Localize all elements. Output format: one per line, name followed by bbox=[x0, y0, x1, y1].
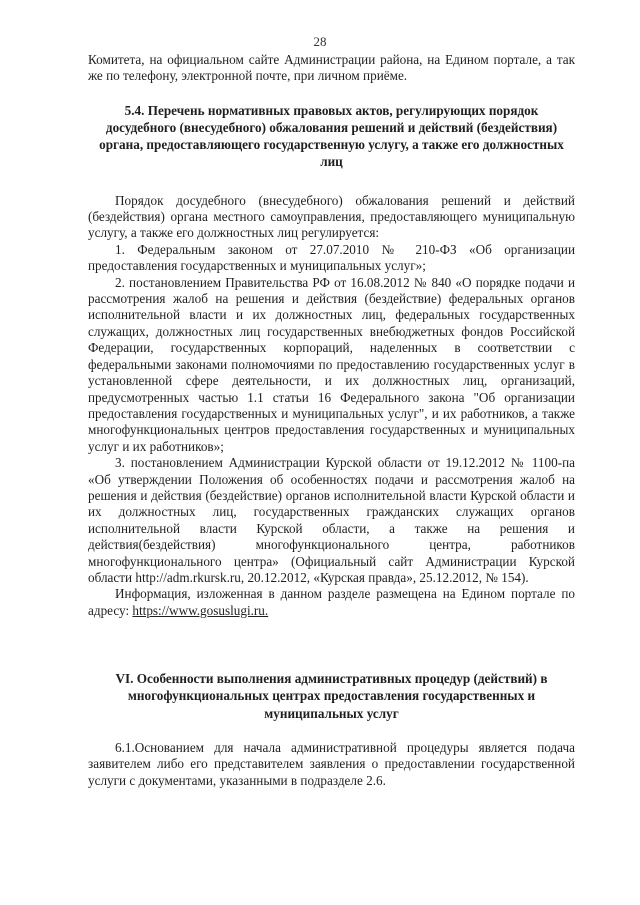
list-item-federal-law: 1. Федеральным законом от 27.07.2010 № 210-ФЗ «Об организации предоставления государственных и муниципальных услуг»; bbox=[88, 241, 575, 274]
section-5-4-lead-paragraph: Порядок досудебного (внесудебного) обжалования решений и действий (бездействия) органа местного самоуправления, предоставляющего муниципальную услугу, а также его должностных лиц регулируется: bbox=[88, 192, 575, 241]
intro-paragraph: Комитета, на официальном сайте Администрации района, на Едином портале, а так же по телефону, электронной почте, при личном приёме. bbox=[88, 52, 575, 84]
gosuslugi-link[interactable]: https://www.gosuslugi.ru. bbox=[132, 602, 269, 618]
page-number: 28 bbox=[313, 34, 327, 49]
info-paragraph bbox=[88, 586, 575, 619]
section-5-4-heading: 5.4. Перечень нормативных правовых актов, регулирующих порядок досудебного (внесудебного) обжалования решений и действий (бездействия) органа, предоставляющего государственную услугу, а также его должностных лиц bbox=[99, 102, 564, 170]
list-item-government-resolution: 2. постановлением Правительства РФ от 16.08.2012 № 840 «О порядке подачи и рассмотрения жалоб на решения и действия (бездействие) федеральных органов исполнительной власти и их должностных лиц, федеральных государственных служащих, должностных лиц государственных внебюджетных фондов Российской Федерации, государственных корпораций, наделенных в соответствии с федеральными законами полномочиями по предоставлению государственных услуг в установленной сфере деятельности, и их должностных лиц, организаций, предусмотренных частью 1.1 статьи 16 Федерального закона "Об организации предоставления государственных и муниципальных услуг", и их работников, а также многофункциональных центров предоставления государственных и муниципальных услуг и их работников»; bbox=[88, 274, 575, 454]
page-content bbox=[88, 52, 575, 789]
info-text: Информация, изложенная в данном разделе размещена на Едином портале по адресу: bbox=[88, 586, 575, 618]
section-6-1-paragraph: 6.1.Основанием для начала административной процедуры является подача заявителем либо его представителем заявления о предоставлении государственной услуги с документами, указанными в подразделе 2.6. bbox=[88, 739, 575, 788]
list-item-kursk-resolution: 3. постановлением Администрации Курской области от 19.12.2012 № 1100-па «Об утверждении Положения об особенностях подачи и рассмотрения жалоб на решения и действия (бездействие) органов исполнительной власти Курской области и их должностных лиц, государственных гражданских служащих органов исполнительной власти Курской области, а также на решения и действия(бездействия) многофункционального центра, работников многофункционального центра» (Официальный сайт Администрации Курской области http://adm.rkursk.ru, 20.12.2012, «Курская правда», 25.12.2012, № 154). bbox=[88, 455, 575, 585]
section-6-heading: VI. Особенности выполнения административных процедур (действий) в многофункциональных центрах предоставления государственных и муниципальных услуг bbox=[115, 671, 548, 721]
